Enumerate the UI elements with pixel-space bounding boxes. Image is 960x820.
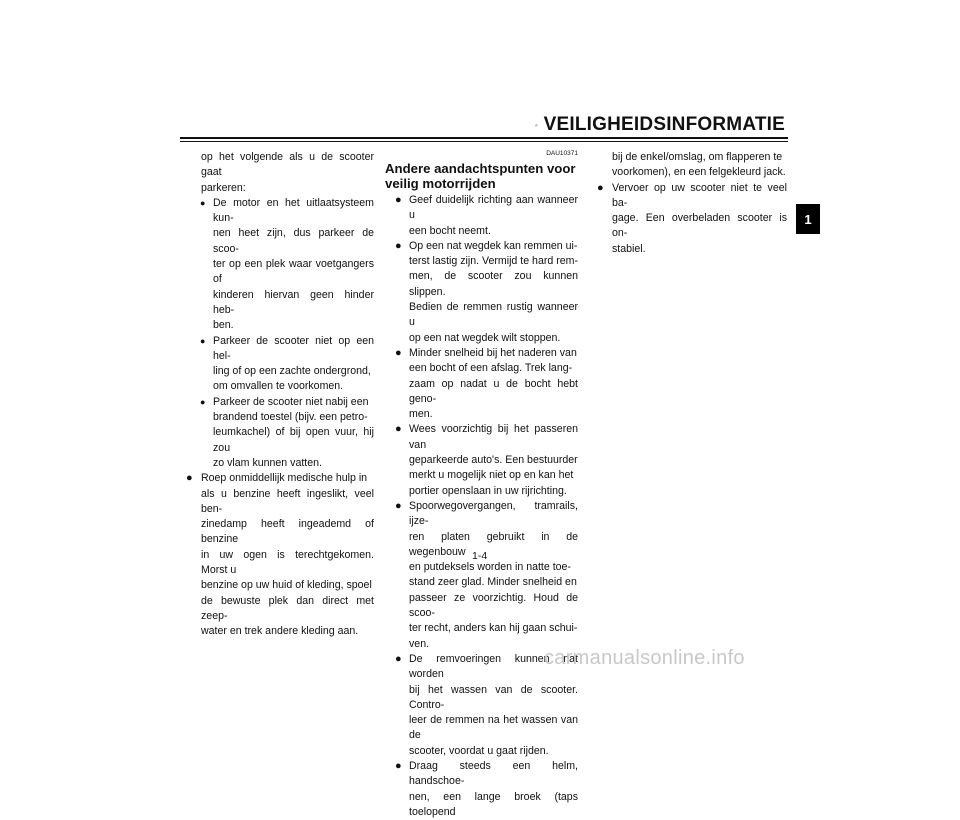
text-line: een bocht of een afslag. Trek lang- xyxy=(409,362,572,374)
text-line: nen heet zijn, dus parkeer de scoo- xyxy=(213,227,374,254)
bullet-icon: ● xyxy=(186,471,193,486)
section-heading xyxy=(385,161,578,191)
list-item xyxy=(385,422,578,498)
sub-list-item xyxy=(186,334,374,395)
text-line: Bedien de remmen rustig wanneer u xyxy=(409,301,578,328)
text-line: zinedamp heeft ingeademd of benzine xyxy=(201,518,374,545)
continuation-paragraph xyxy=(597,150,787,181)
reference-code: DAU10371 xyxy=(385,150,578,158)
text-line: brandend toestel (bijv. een petro- xyxy=(213,411,368,423)
text-line: kinderen hiervan geen hinder heb- xyxy=(213,289,374,316)
list-item xyxy=(385,193,578,239)
text-line: ren platen gebruikt in de wegenbouw xyxy=(409,531,578,558)
text-line: Spoorwegovergangen, tramrails, ijze- xyxy=(409,500,578,527)
page-number: 1-4 xyxy=(472,550,487,562)
list-item xyxy=(385,499,578,652)
list-item xyxy=(597,181,787,257)
column-3 xyxy=(597,150,787,257)
text-line: Parkeer de scooter niet nabij een xyxy=(213,396,368,408)
text-line: ling of op een zachte ondergrond, xyxy=(213,365,371,377)
text-line: Vervoer op uw scooter niet te veel ba- xyxy=(612,182,787,209)
sub-list-item xyxy=(186,196,374,334)
text-line: bij de enkel/omslag, om flapperen te xyxy=(612,151,782,163)
text-line: passeer ze voorzichtig. Houd de scoo- xyxy=(409,592,578,619)
bullet-icon: ● xyxy=(395,193,402,208)
text-line: geparkeerde auto's. Een bestuurder xyxy=(409,454,578,466)
text-line: men, de scooter zou kunnen slippen. xyxy=(409,270,578,297)
heading-line: veilig motorrijden xyxy=(385,176,496,191)
text-line: ter recht, anders kan hij gaan schui- xyxy=(409,622,577,634)
bullet-icon: ● xyxy=(200,196,205,211)
text-line: voorkomen), en een felgekleurd jack. xyxy=(612,166,786,178)
bullet-icon: ● xyxy=(395,239,402,254)
text-line: zaam op nadat u de bocht hebt geno- xyxy=(409,378,578,405)
text-line: een bocht neemt. xyxy=(409,225,491,237)
text-line: op een nat wegdek wilt stoppen. xyxy=(409,332,560,344)
bullet-icon: ● xyxy=(395,499,402,514)
text-line: scooter, voordat u gaat rijden. xyxy=(409,745,549,757)
text-line: nen, een lange broek (taps toelopend xyxy=(409,791,578,818)
list-item xyxy=(186,471,374,639)
sub-list-item xyxy=(186,395,374,471)
text-line: de bewuste plek dan direct met zeep- xyxy=(201,595,374,622)
text-line: De remvoeringen kunnen nat worden xyxy=(409,653,578,680)
list-item xyxy=(385,759,578,820)
text-line: men. xyxy=(409,408,433,420)
text-line: leer de remmen na het wassen van de xyxy=(409,714,578,741)
header-rule xyxy=(180,137,788,139)
text-line: Parkeer de scooter niet op een hel- xyxy=(213,335,374,362)
list-item xyxy=(385,346,578,422)
text-line: benzine op uw huid of kleding, spoel xyxy=(201,579,372,591)
bullet-icon: ● xyxy=(395,652,402,667)
text-line: bij het wassen van de scooter. Contro- xyxy=(409,684,578,711)
text-line: Minder snelheid bij het naderen van xyxy=(409,347,577,359)
text-line: gage. Een overbeladen scooter is on- xyxy=(612,212,787,239)
text-line: portier openslaan in uw rijrichting. xyxy=(409,485,567,497)
bullet-icon: ● xyxy=(395,759,402,774)
text-line: terst lastig zijn. Vermijd te hard rem- xyxy=(409,255,578,267)
text-line: in uw ogen is terechtgekomen. Morst u xyxy=(201,549,374,576)
text-line: stand zeer glad. Minder snelheid en xyxy=(409,576,577,588)
text-line: Draag steeds een helm, handschoe- xyxy=(409,760,578,787)
text-line: parkeren: xyxy=(201,182,246,194)
text-line: De motor en het uitlaatsysteem kun- xyxy=(213,197,374,224)
chapter-tab: 1 xyxy=(796,204,820,234)
text-line: en putdeksels worden in natte toe- xyxy=(409,561,571,573)
text-line: zo vlam kunnen vatten. xyxy=(213,457,322,469)
text-line: ter op een plek waar voetgangers of xyxy=(213,258,374,285)
bullet-icon: ● xyxy=(200,395,205,410)
column-2 xyxy=(385,150,578,820)
text-line: Geef duidelijk richting aan wanneer u xyxy=(409,194,578,221)
text-line: op het volgende als u de scooter gaat xyxy=(201,151,374,178)
text-line: als u benzine heeft ingeslikt, veel ben- xyxy=(201,488,374,515)
text-line: Roep onmiddellijk medische hulp in xyxy=(201,472,367,484)
column-1 xyxy=(186,150,374,640)
bullet-icon: ● xyxy=(200,334,205,349)
heading-line: Andere aandachtspunten voor xyxy=(385,161,576,176)
text-line: water en trek andere kleding aan. xyxy=(201,625,358,637)
text-line: merkt u mogelijk niet op en kan het xyxy=(409,469,573,481)
bullet-icon: ● xyxy=(395,346,402,361)
text-line: Op een nat wegdek kan remmen ui- xyxy=(409,240,577,252)
text-line: ven. xyxy=(409,638,429,650)
text-line: ben. xyxy=(213,319,234,331)
page-title: VEILIGHEIDSINFORMATIE xyxy=(544,114,785,136)
text-line: leumkachel) of bij open vuur, hij zou xyxy=(213,426,374,453)
bullet-icon: ● xyxy=(395,422,402,437)
text-line: Wees voorzichtig bij het passeren van xyxy=(409,423,578,450)
text-line: stabiel. xyxy=(612,243,646,255)
bullet-icon: ● xyxy=(597,181,604,196)
page-header xyxy=(535,113,785,137)
intro-paragraph xyxy=(186,150,374,196)
text-line: om omvallen te voorkomen. xyxy=(213,380,343,392)
watermark: carmanualsonline.info xyxy=(544,647,745,670)
header-rule-thin xyxy=(180,141,788,142)
list-item xyxy=(385,239,578,346)
warning-triangle-icon xyxy=(535,116,538,134)
